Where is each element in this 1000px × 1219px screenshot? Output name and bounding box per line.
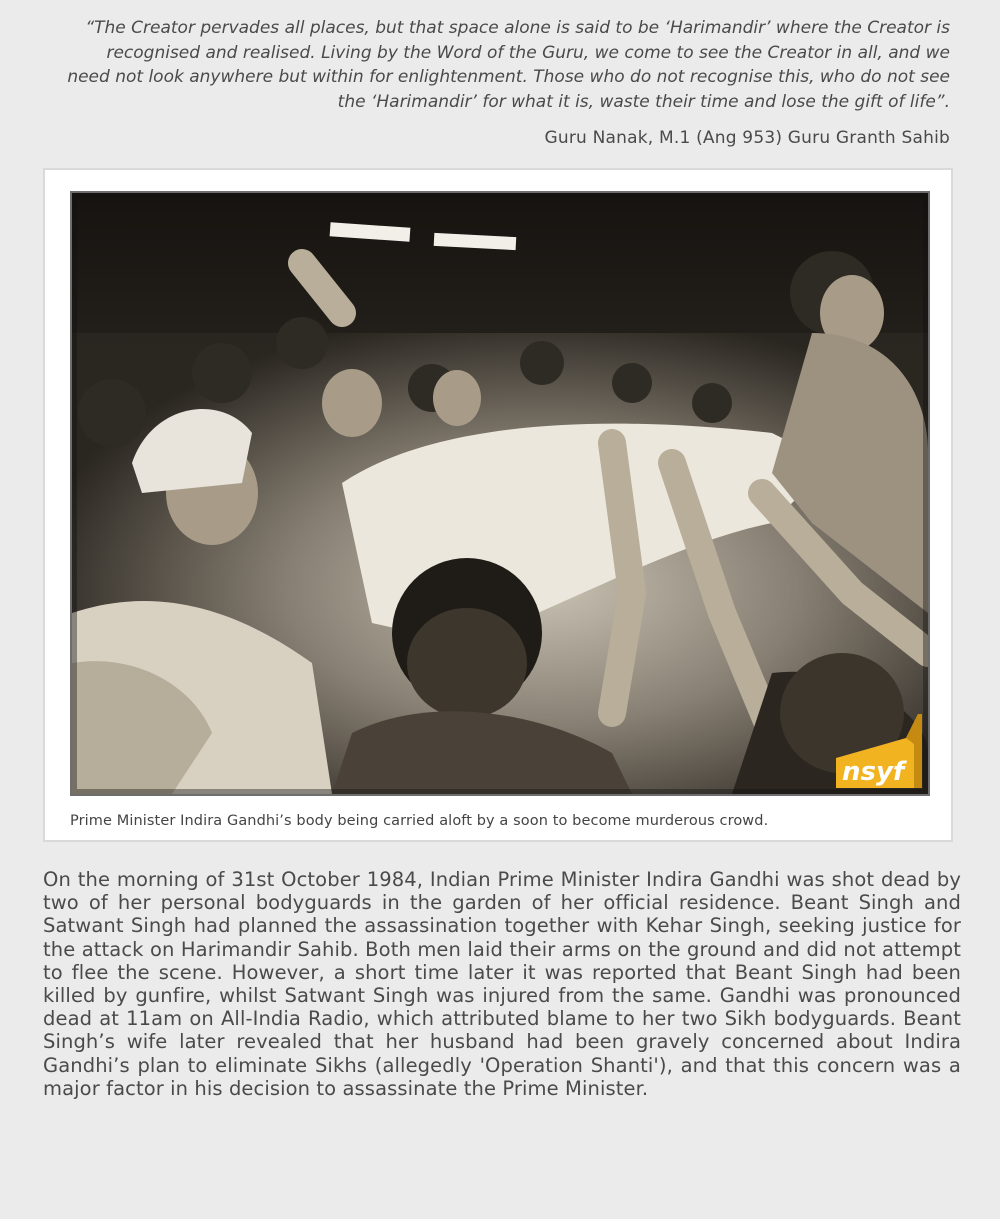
photo-figure [43,168,953,842]
epigraph-attribution: Guru Nanak, M.1 (Ang 953) Guru Granth Sahib [544,128,950,148]
photo-illustration [72,193,928,794]
body-paragraph: On the morning of 31st October 1984, Indian Prime Minister Indira Gandhi was shot dead by two of her personal bodyguards in the garden of her official residence. Beant Singh and Satwant Singh had planned the assassination together with Kehar Singh, seeking justice for the attack on Harimandir Sahib. Both men laid their arms on the ground and did not attempt to flee the scene. However, a short time later it was reported that Beant Singh had been killed by gunfire, whilst Satwant Singh was injured from the same. Gandhi was pronounced dead at 11am on All-India Radio, which attributed blame to her two Sikh bodyguards. Beant Singh’s wife later revealed that her husband had been gravely concerned about Indira Gandhi’s plan to eliminate Sikhs (allegedly 'Operation Shanti'), and that this concern was a major factor in his decision to assassinate the Prime Minister. [43,868,961,1100]
epigraph-quote: “The Creator pervades all places, but that space alone is said to be ‘Harimandir’ where the Creator is recognised and realised. Living by the Word of the Guru, we come to see the Creator in all, and we need not look anywhere but within for enlightenment. Those who do not recognise this, who do not see the ‘Harimandir’ for what it is, waste their time and lose the gift of life”. [67,18,950,112]
photo-caption: Prime Minister Indira Gandhi’s body being carried aloft by a soon to become murderous crowd. [70,813,769,829]
logo-wordmark: nsyf [842,757,905,787]
nsyf-logo [836,714,922,788]
crowd-photograph [70,191,930,796]
